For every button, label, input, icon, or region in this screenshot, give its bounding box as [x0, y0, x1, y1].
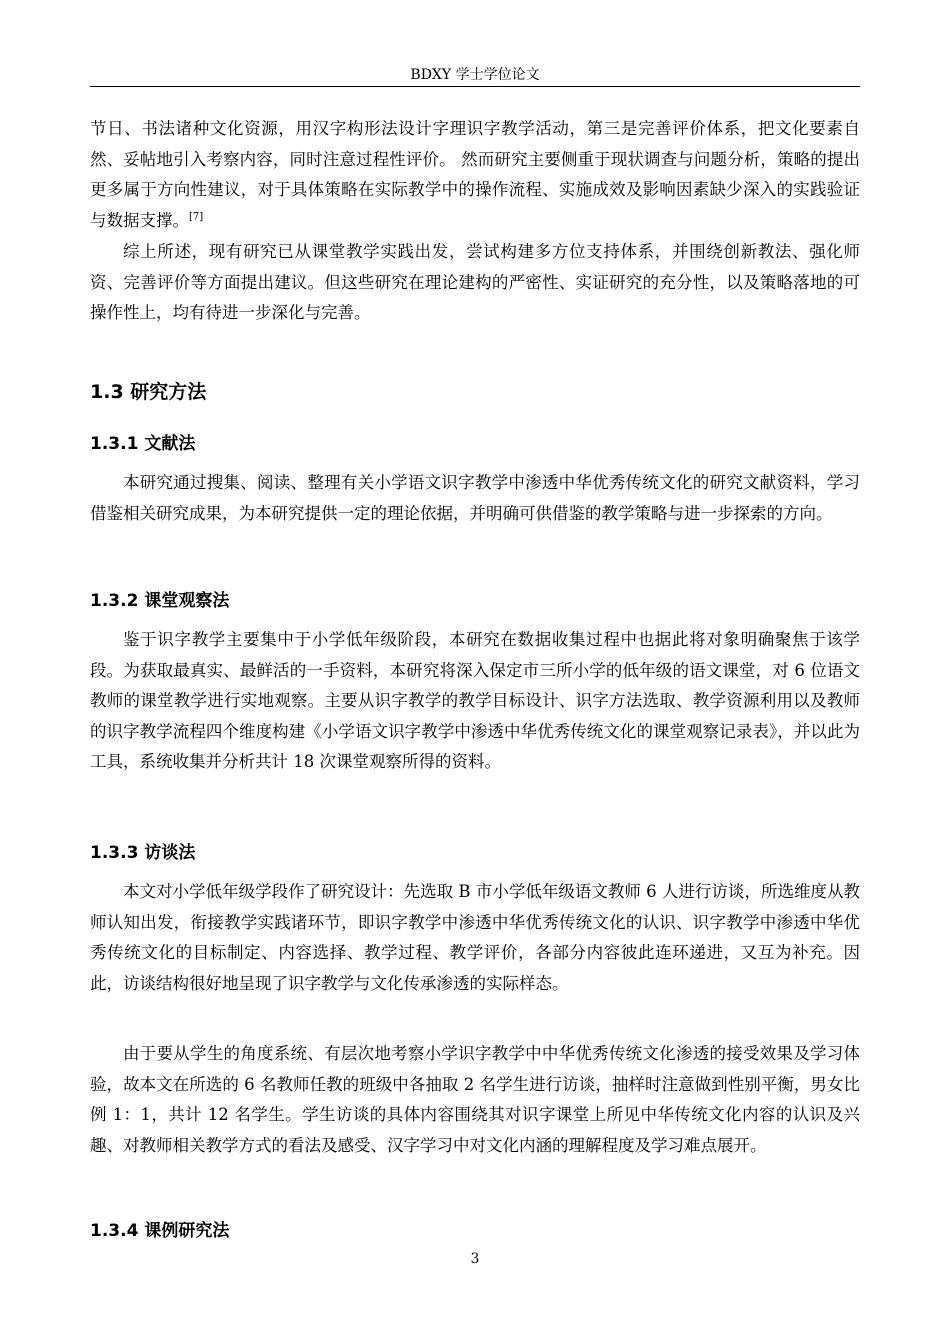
- section-heading-research-methods: 1.3 研究方法: [90, 381, 207, 403]
- paragraph-observation: 鉴于识字教学主要集中于小学低年级阶段，本研究在数据收集过程中也据此将对象明确聚焦于该学段。为获取最真实、最鲜活的一手资料，本研究将深入保定市三所小学的低年级的语文课堂，对 6 位语文教师的课堂教学进行实地观察。主要从识字教学的教学目标设计、识字方法选取、教学资源利用以及教师的识字教学流程四个维度构建《小学语文识字教学中渗透中华优秀传统文化的课堂观察记录表》，并以此为工具，系统收集并分析共计 18 次课堂观察所得的资料。: [90, 630, 860, 771]
- paragraph-continued: [90, 114, 860, 236]
- citation-ref: [7]: [189, 211, 204, 222]
- paragraph-literature: 本研究通过搜集、阅读、整理有关小学语文识字教学中渗透中华优秀传统文化的研究文献资料，学习借鉴相关研究成果，为本研究提供一定的理论依据，并明确可供借鉴的教学策略与进一步探索的方向。: [90, 473, 860, 523]
- running-header: BDXY 学士学位论文: [410, 67, 540, 83]
- subsection-heading-observation: 1.3.2 课堂观察法: [90, 591, 230, 611]
- subsection-heading-interview: 1.3.3 访谈法: [90, 843, 196, 863]
- subsection-heading-case-study: 1.3.4 课例研究法: [90, 1221, 230, 1241]
- subsection-heading-literature: 1.3.1 文献法: [90, 434, 196, 454]
- paragraph-summary: 综上所述，现有研究已从课堂教学实践出发，尝试构建多方位支持体系，并围绕创新教法、强化师资、完善评价等方面提出建议。但这些研究在理论建构的严密性、实证研究的充分性，以及策略落地的可操作性上，均有待进一步深化与完善。: [90, 242, 860, 322]
- paragraph-interview-teachers: 本文对小学低年级学段作了研究设计：先选取 B 市小学低年级语文教师 6 人进行访谈，所选维度从教师认知出发，衔接教学实践诸环节，即识字教学中渗透中华优秀传统文化的认识、识字教学中渗透中华优秀传统文化的目标制定、内容选择、教学过程、教学评价，各部分内容彼此连环递进，又互为补充。因此，访谈结构很好地呈现了识字教学与文化传承渗透的实际样态。: [90, 882, 860, 993]
- paragraph-text: 节日、书法诸种文化资源，用汉字构形法设计字理识字教学活动，第三是完善评价体系，把文化要素自然、妥帖地引入考察内容，同时注意过程性评价。 然而研究主要侧重于现状调查与问题分析，策略的提出更多属于方向性建议，对于具体策略在实际教学中的操作流程、实施成效及影响因素缺少深入的实践验证与数据支撑。: [90, 119, 860, 230]
- header-rule: [90, 86, 860, 87]
- page-number: 3: [470, 1251, 480, 1267]
- paragraph-interview-students: 由于要从学生的角度系统、有层次地考察小学识字教学中中华优秀传统文化渗透的接受效果及学习体验，故本文在所选的 6 名教师任教的班级中各抽取 2 名学生进行访谈，抽样时注意做到性别平衡，男女比例 1：1，共计 12 名学生。学生访谈的具体内容围绕其对识字课堂上所见中华传统文化内容的认识及兴趣、对教师相关教学方式的看法及感受、汉字学习中对文化内涵的理解程度及学习难点展开。: [90, 1044, 860, 1155]
